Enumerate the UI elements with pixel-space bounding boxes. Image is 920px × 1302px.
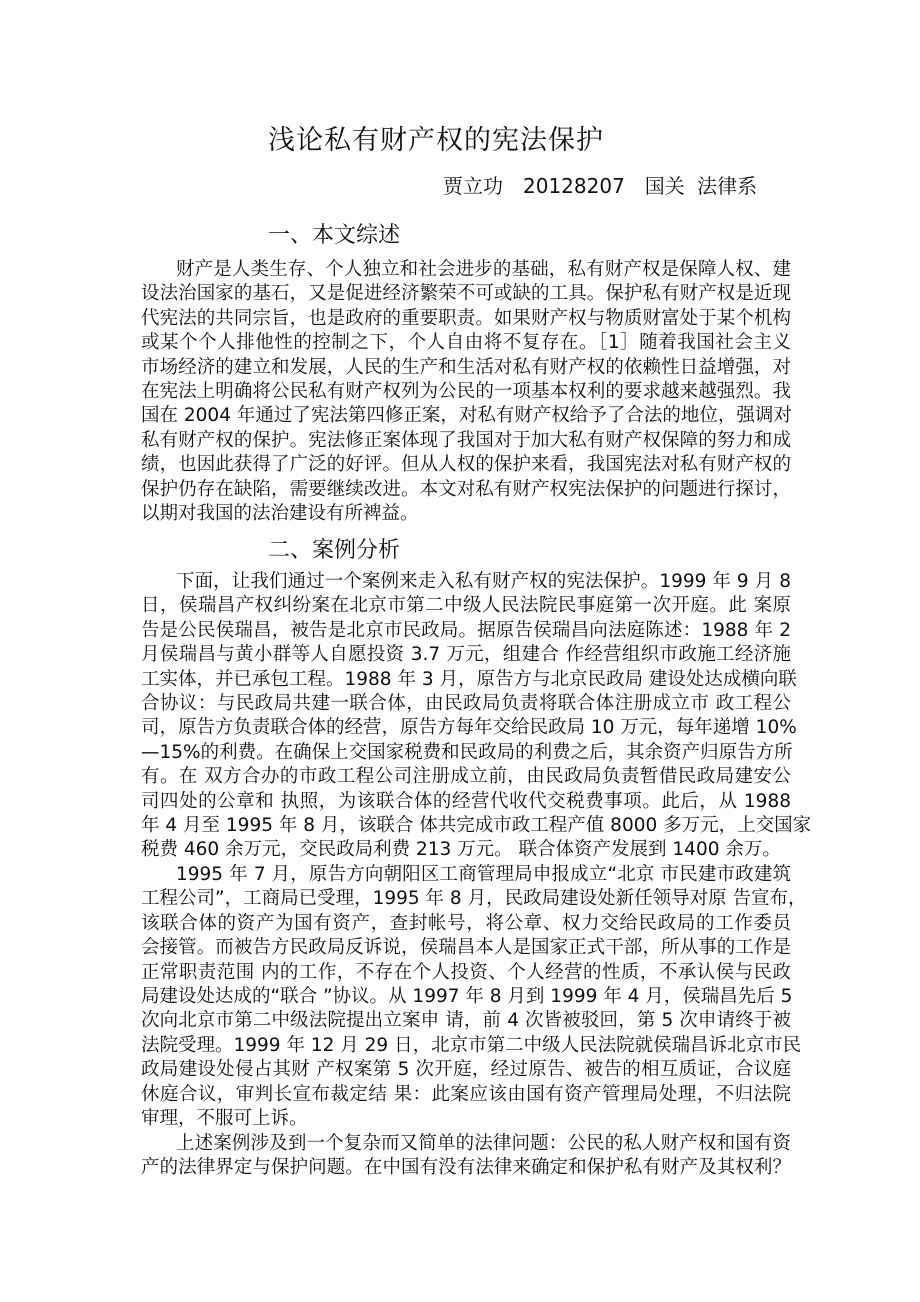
text-line: 局建设处达成的“联合 ”协议。从 1997 年 8 月到 1999 年 4 月，侯瑞昌先后 5 bbox=[141, 985, 793, 1007]
text-line: 下面，让我们通过一个案例来走入私有财产权的宪法保护。1999 年 9 月 8 bbox=[176, 571, 791, 592]
text-line: 在宪法上明确将公民私有财产权列为公民的一项基本权利的要求越来越强烈。我 bbox=[141, 380, 791, 402]
text-line: 市场经济的建立和发展，人民的生产和生活对私有财产权的依赖性日益增强，对 bbox=[141, 356, 791, 378]
text-line: 保护仍存在缺陷，需要继续改进。本文对私有财产权宪法保护的问题进行探讨， bbox=[141, 478, 791, 500]
text-line: 政局建设处侵占其财 产权案第 5 次开庭，经过原告、被告的相互质证，合议庭 bbox=[141, 1059, 791, 1081]
text-line: 工程公司”，工商局已受理，1995 年 8 月，民政局建设处新任领导对原 告宣布， bbox=[141, 888, 807, 910]
text-line: 司四处的公章和 执照，为该联合体的经营代收代交税费事项。此后，从 1988 bbox=[141, 790, 791, 812]
text-line: 上述案例涉及到一个复杂而又简单的法律问题：公民的私人财产权和国有资 bbox=[176, 1133, 791, 1154]
text-line: 日，侯瑞昌产权纠纷案在北京市第二中级人民法院民事庭第一次开庭。此 案原 bbox=[141, 595, 791, 617]
text-line: 财产是人类生存、个人独立和社会进步的基础，私有财产权是保障人权、建 bbox=[176, 259, 791, 280]
text-line: 工实体，并已承包工程。1988 年 3 月，原告方与北京民政局 建设处达成横向联 bbox=[141, 668, 797, 690]
text-line: 月侯瑞昌与黄小群等人自愿投资 3.7 万元，组建合 作经营组织市政施工经济施 bbox=[141, 644, 791, 666]
text-line: 次向北京市第二中级法院提出立案申 请，前 4 次皆被驳回，第 5 次申请终于被 bbox=[141, 1010, 791, 1032]
text-line: 法院受理。1999 年 12 月 29 日，北京市第二中级人民法院就侯瑞昌诉北京市民 bbox=[141, 1034, 802, 1056]
text-line: 年 4 月至 1995 年 8 月，该联合 体共完成市政工程产值 8000 多万元，上交国家 bbox=[141, 814, 812, 836]
text-line: 1995 年 7 月，原告方向朝阳区工商管理局申报成立“北京 市民建市政建筑 bbox=[176, 864, 791, 885]
paragraph-overview bbox=[141, 258, 791, 526]
text-line: 代宪法的共同宗旨，也是政府的重要职责。如果财产权与物质财富处于某个机构 bbox=[141, 307, 791, 329]
text-line: 或某个个人排他性的控制之下，个人自由将不复存在。［1］随着我国社会主义 bbox=[141, 332, 791, 354]
text-line: 有。在 双方合办的市政工程公司注册成立前，由民政局负责暂借民政局建安公 bbox=[141, 766, 791, 788]
text-line: 绩，也因此获得了广泛的好评。但从人权的保护来看，我国宪法对私有财产权的 bbox=[141, 454, 791, 476]
text-line: 休庭合议，审判长宣布裁定结 果：此案应该由国有资产管理局处理，不归法院 bbox=[141, 1083, 791, 1105]
paragraph-case-continued bbox=[141, 863, 807, 1131]
text-line: 产的法律界定与保护问题。在中国有没有法律来确定和保护私有财产及其权利？ bbox=[141, 1157, 791, 1179]
paragraph-question bbox=[141, 1132, 791, 1181]
text-line: 该联合体的资产为国有资产，查封帐号，将公章、权力交给民政局的工作委员 bbox=[141, 912, 791, 934]
text-line: —15%的利费。在确保上交国家税费和民政局的利费之后，其余资产归原告方所 bbox=[141, 741, 793, 763]
text-line: 正常职责范围 内的工作，不存在个人投资、个人经营的性质，不承认侯与民政 bbox=[141, 961, 791, 983]
text-line: 司，原告方负责联合体的经营，原告方每年交给民政局 10 万元，每年递增 10% bbox=[141, 717, 797, 739]
author-line: 贾立功 20128207 国关 法律系 bbox=[443, 174, 758, 198]
text-line: 告是公民侯瑞昌，被告是北京市民政局。据原告侯瑞昌向法庭陈述：1988 年 2 bbox=[141, 619, 791, 641]
text-line: 私有财产权的保护。宪法修正案体现了我国对于加大私有财产权保障的努力和成 bbox=[141, 429, 791, 451]
text-line: 税费 460 余万元，交民政局利费 213 万元。 联合体资产发展到 1400 余万。 bbox=[141, 839, 781, 861]
text-line: 以期对我国的法治建设有所裨益。 bbox=[141, 502, 419, 524]
text-line: 合协议：与民政局共建一联合体，由民政局负责将联合体注册成立市 政工程公 bbox=[141, 692, 791, 714]
paragraph-case-intro bbox=[141, 570, 812, 863]
text-line: 国在 2004 年通过了宪法第四修正案，对私有财产权给予了合法的地位，强调对 bbox=[141, 405, 792, 427]
text-line: 审理，不服可上诉。 bbox=[141, 1107, 308, 1129]
section-heading-1: 一、本文综述 bbox=[268, 223, 401, 248]
section-heading-2: 二、案例分析 bbox=[268, 538, 401, 563]
text-line: 设法治国家的基石，又是促进经济繁荣不可或缺的工具。保护私有财产权是近现 bbox=[141, 283, 791, 305]
document-title: 浅论私有财产权的宪法保护 bbox=[268, 125, 604, 156]
text-line: 会接管。而被告方民政局反诉说，侯瑞昌本人是国家正式干部，所从事的工作是 bbox=[141, 937, 791, 959]
